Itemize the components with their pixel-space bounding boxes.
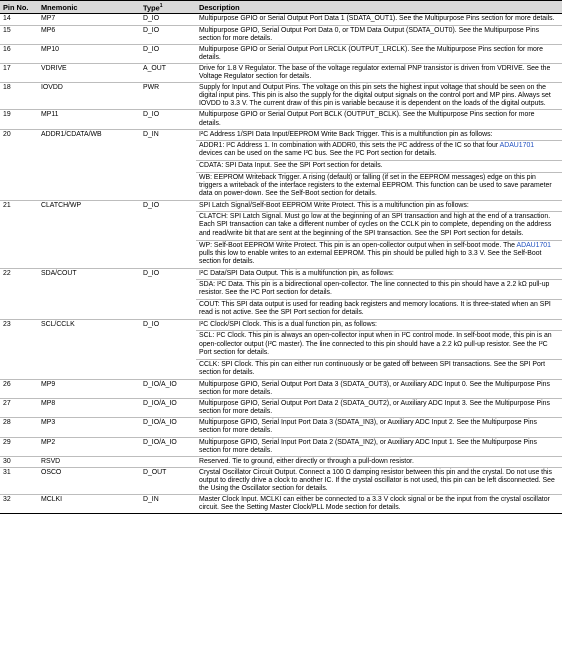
table-row [0, 25, 562, 44]
description-text: Multipurpose GPIO or Serial Output Port BCLK (OUTPUT_BCLK). See the Multipurpose Pins section for more details. [199, 111, 535, 127]
pin-number-cell: 19 [0, 110, 38, 129]
header-description: Description [196, 1, 562, 14]
table-row [0, 63, 562, 82]
type-cell: PWR [140, 83, 196, 110]
mnemonic-cell: SCL/CCLK [38, 320, 140, 380]
type-cell: D_IO [140, 110, 196, 129]
description-cell [196, 495, 562, 514]
type-cell: A_OUT [140, 63, 196, 82]
table-row [0, 110, 562, 129]
table-header-row [0, 1, 562, 14]
mnemonic-cell: MCLKI [38, 495, 140, 514]
table-row [0, 437, 562, 456]
table-row [0, 129, 562, 201]
description-cell [196, 467, 562, 494]
mnemonic-cell: VDRIVE [38, 63, 140, 82]
pin-number-cell: 17 [0, 63, 38, 82]
description-text: Multipurpose GPIO or Serial Output Port Data 1 (SDATA_OUT1). See the Multipurpose Pins section for more details. [199, 15, 555, 23]
mnemonic-cell: MP9 [38, 379, 140, 398]
description-cell [196, 399, 562, 418]
pin-number-cell: 16 [0, 44, 38, 63]
pin-number-cell: 30 [0, 456, 38, 467]
pin-number-cell: 23 [0, 320, 38, 380]
mnemonic-cell: MP6 [38, 25, 140, 44]
mnemonic-cell: MP11 [38, 110, 140, 129]
description-cell [196, 268, 562, 319]
table-row [0, 83, 562, 110]
type-cell: D_OUT [140, 467, 196, 494]
product-link[interactable]: ADAU1701 [516, 241, 551, 249]
description-cell [196, 129, 562, 201]
mnemonic-cell: RSVD [38, 456, 140, 467]
header-type-label: Type [143, 3, 160, 13]
description-subitem: SCL: I²C Clock. This pin is always an open-collector input when in I²C control mode. In self-boot mode, this pin is an open-collector output (I²C master). The line connected to this pin should have a 2.2 kΩ pull-up resistor. See the I²C Port section for details. [196, 330, 562, 357]
description-text: I²C Data/SPI Data Output. This is a multifunction pin, as follows: [199, 269, 394, 277]
description-text: Supply for Input and Output Pins. The voltage on this pin sets the highest input voltage that should be seen on the digital input pins. This pin is also the supply for the digital output signals on the control port and MP pins. Always set IOVDD to 3.3 V. The current draw of this pin is variable because it is dependent on the loads of the digital outputs. [199, 84, 551, 108]
description-subitem: CCLK: SPI Clock. This pin can either run continuously or be gated off between SPI transactions. See the SPI Port section for details. [196, 359, 562, 378]
description-cell [196, 201, 562, 269]
mnemonic-cell: SDA/COUT [38, 268, 140, 319]
description-subitem: ADDR1: I²C Address 1. In combination with ADDR0, this sets the I²C address of the IC so that four ADAU1701 devices can be used on the same I²C bus. See the I²C Port section for details. [196, 140, 562, 159]
description-text: Multipurpose GPIO, Serial Output Port Data 2 (SDATA_OUT2), or Auxiliary ADC Input 3. See the Multipurpose Pins section for more details. [199, 400, 550, 416]
pin-number-cell: 21 [0, 201, 38, 269]
description-cell [196, 320, 562, 380]
mnemonic-cell: MP10 [38, 44, 140, 63]
type-cell: D_IO [140, 268, 196, 319]
description-cell [196, 44, 562, 63]
pin-number-cell: 28 [0, 418, 38, 437]
type-cell: D_IO/A_IO [140, 437, 196, 456]
description-cell [196, 14, 562, 25]
description-text: Multipurpose GPIO, Serial Input Port Data 3 (SDATA_IN3), or Auxiliary ADC Input 2. See the Multipurpose Pins section for more details. [199, 419, 537, 435]
description-cell [196, 456, 562, 467]
description-cell [196, 110, 562, 129]
pin-number-cell: 18 [0, 83, 38, 110]
pin-number-cell: 32 [0, 495, 38, 514]
pin-number-cell: 15 [0, 25, 38, 44]
type-cell: D_IO/A_IO [140, 399, 196, 418]
description-text: I²C Address 1/SPI Data Input/EEPROM Write Back Trigger. This is a multifunction pin as follows: [199, 130, 493, 138]
description-text: SPI Latch Signal/Self-Boot EEPROM Write Protect. This is a multifunction pin as follows: [199, 202, 469, 210]
table-row [0, 201, 562, 269]
description-text: Multipurpose GPIO, Serial Output Port Data 3 (SDATA_OUT3), or Auxiliary ADC Input 0. See the Multipurpose Pins section for more details. [199, 380, 550, 397]
mnemonic-cell: MP7 [38, 14, 140, 25]
table-row [0, 379, 562, 398]
description-cell [196, 83, 562, 110]
pin-number-cell: 27 [0, 399, 38, 418]
type-cell: D_IO [140, 25, 196, 44]
table-body [0, 14, 562, 514]
table-row [0, 456, 562, 467]
pin-number-cell: 14 [0, 14, 38, 25]
description-text: Multipurpose GPIO or Serial Output Port LRCLK (OUTPUT_LRCLK). See the Multipurpose Pins section for more details. [199, 45, 543, 61]
header-type [140, 1, 196, 14]
table-row [0, 467, 562, 494]
mnemonic-cell: MP3 [38, 418, 140, 437]
description-subitem: WB: EEPROM Writeback Trigger. A rising (default) or falling (if set in the EEPROM messages) edge on this pin triggers a writeback of the interface registers to the external EEPROM. This function can be used to save parameter data on power-down. See the Self-Boot section for details. [196, 172, 562, 199]
description-subitem: CLATCH: SPI Latch Signal. Must go low at the beginning of an SPI transaction and high at the end of a transaction. Each SPI transaction can take a different number of cycles on the CCLK pin to complete, depending on the address and read/write bit that are sent at the beginning of the SPI transaction. See the SPI Port section for details. [196, 211, 562, 238]
description-cell [196, 25, 562, 44]
product-link[interactable]: ADAU1701 [499, 141, 535, 149]
type-cell: D_IO [140, 201, 196, 269]
table-row [0, 320, 562, 380]
mnemonic-cell: MP8 [38, 399, 140, 418]
type-cell: D_IN [140, 129, 196, 201]
table-row [0, 418, 562, 437]
type-cell: D_IN [140, 495, 196, 514]
description-subitem: WP: Self-Boot EEPROM Write Protect. This pin is an open-collector output when in self-boot mode. The ADAU1701 pulls this low to enable writes to an external EEPROM. This pin should be pulled high to 3.3 V. See the Self-Boot section for details. [196, 240, 562, 267]
mnemonic-cell: OSCO [38, 467, 140, 494]
table-row [0, 44, 562, 63]
description-text: Crystal Oscillator Circuit Output. Connect a 100 Ω damping resistor between this pin and the crystal. Do not use this output to directly drive a clock to another IC. If the crystal oscillator is not used, this pin can be left disconnected. See the Using the Oscillator section for details. [199, 468, 555, 492]
header-mnemonic: Mnemonic [38, 1, 140, 14]
pin-number-cell: 29 [0, 437, 38, 456]
type-cell: D_IO/A_IO [140, 418, 196, 437]
type-cell: D_IO [140, 44, 196, 63]
pin-number-cell: 20 [0, 129, 38, 201]
description-text: I²C Clock/SPI Clock. This is a dual function pin, as follows: [199, 321, 377, 329]
type-cell: D_IO/A_IO [140, 379, 196, 398]
type-cell: D_IO [140, 320, 196, 380]
description-cell [196, 418, 562, 437]
table-row [0, 14, 562, 25]
pin-number-cell: 31 [0, 467, 38, 494]
description-text: Multipurpose GPIO, Serial Input Port Data 2 (SDATA_IN2), or Auxiliary ADC Input 1. See the Multipurpose Pins section for more details. [199, 438, 537, 454]
type-cell: D_IO [140, 14, 196, 25]
description-subitem: CDATA: SPI Data Input. See the SPI Port section for details. [196, 160, 562, 171]
description-cell [196, 379, 562, 398]
description-cell [196, 63, 562, 82]
mnemonic-cell: IOVDD [38, 83, 140, 110]
table-row [0, 399, 562, 418]
description-text: Drive for 1.8 V Regulator. The base of the voltage regulator external PNP transistor is driven from VDRIVE. See the Voltage Regulator section for details. [199, 64, 551, 81]
mnemonic-cell: MP2 [38, 437, 140, 456]
description-subitem: SDA: I²C Data. This pin is a bidirectional open-collector. The line connected to this pin should have a 2.2 kΩ pull-up resistor. See the I²C Port section for details. [196, 279, 562, 298]
mnemonic-cell: CLATCH/WP [38, 201, 140, 269]
description-cell [196, 437, 562, 456]
pin-number-cell: 22 [0, 268, 38, 319]
mnemonic-cell: ADDR1/CDATA/WB [38, 129, 140, 201]
description-subitem: COUT: This SPI data output is used for reading back registers and memory locations. It is three-stated when an SPI read is not active. See the SPI Port section for details. [196, 299, 562, 318]
type-cell [140, 456, 196, 467]
header-pin-no: Pin No. [0, 1, 38, 14]
header-type-footnote: 1 [159, 3, 163, 9]
table-row [0, 268, 562, 319]
description-text: Multipurpose GPIO, Serial Output Port Data 0, or TDM Data Output (SDATA_OUT0). See the Multipurpose Pins section for more details. [199, 26, 540, 42]
pin-number-cell: 26 [0, 379, 38, 398]
table-row [0, 495, 562, 514]
description-text: Reserved. Tie to ground, either directly or through a pull-down resistor. [199, 457, 414, 465]
description-text: Master Clock Input. MCLKI can either be connected to a 3.3 V clock signal or be the input from the crystal oscillator circuit. See the Setting Master Clock/PLL Mode section for details. [199, 496, 550, 512]
